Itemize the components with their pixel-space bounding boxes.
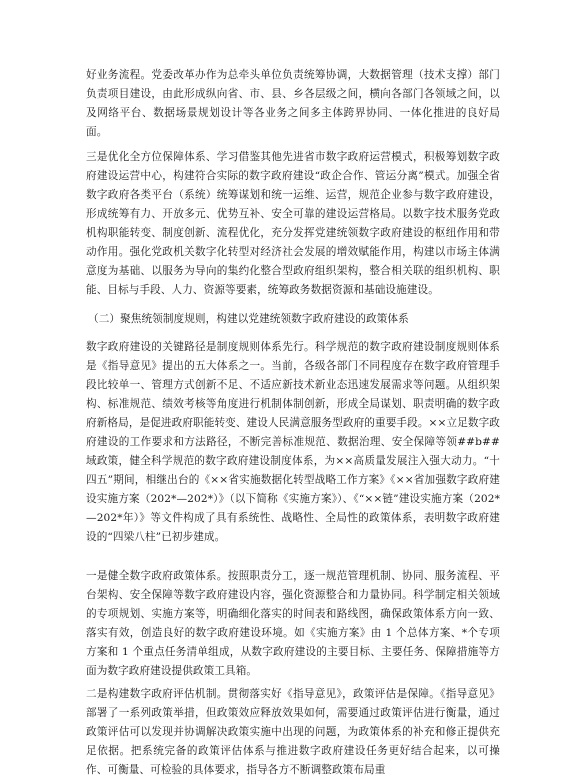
paragraph-continuation: 好业务流程。党委改革办作为总牵头单位负责统筹协调，大数据管理（技术支撑）部门负责项目建设，由此形成纵向省、市、县、乡各层级之间，横向各部门各领域之间，以及网络平台、数据场景规划设计等各业务之间多主体跨界协同、一体化推进的良好局面。 [86, 69, 500, 138]
paragraph-operations-guarantee: 三是优化全方位保障体系、学习借鉴其他先进省市数字政府运营模式，积极筹划数字政府建设运营中心，构建符合实际的数字政府建设“政企合作、管运分离”模式。加强全省数字政府各类平台（系统）统筹谋划和统一运维、运营，规范企业参与数字政府建设，形成统筹有力、开放多元、优势互补、安全可靠的建设运营格局。以数字技术服务党政机构职能转变、制度创新、流程优化，充分发挥党建统领数字政府建设的枢纽作用和带动作用。强化党政机关数字化转型对经济社会发展的增效赋能作用，构建以市场主体满意度为基础、以服务为导向的集约化整合型政府组织架构，整合相关联的组织机构、职能、目标与手段、人力、资源等要素，统筹政务数据资源和基础设施建设。 [86, 151, 500, 296]
paragraph-policy-system: 数字政府建设的关键路径是制度规则体系先行。科学规范的数字政府建设制度规则体系是《指导意见》提出的五大体系之一。当前，各级各部门不同程度存在数字政府管理手段比较单一、管理方式创新不足、不适应新技术新业态迅速发展需求等问题。从组织架构、标准规范、绩效考核等角度进行机制体制创新，形成全局谋划、职责明确的数字政府新格局，是促进政府职能转变、建设人民满意服务型政府的重要手段。××立足数字政府建设的工作要求和方法路径，不断完善标准规范、数据治理、安全保障等领##b##域政策，健全科学规范的数字政府建设制度体系，为××高质量发展注入强大动力。“十四五”期间，相继出台的《××省实施数据化转型战略工作方案》《××省加强数字政府建设实施方案（202*—202*）》（以下简称《实施方案》）、《“××链”建设实施方案（202*—202*年）》等文件构成了具有系统性、战略性、全局性的政策体系，表明数字政府建设的“四梁八柱”已初步建成。 [86, 341, 500, 543]
section-heading: （二）聚焦统领制度规则，构建以党建统领数字政府建设的政策体系 [88, 313, 409, 325]
paragraph-policy-framework: 一是健全数字政府政策体系。按照职责分工，逐一规范管理机制、协同、服务流程、平台架构、安全保障等数字政府建设内容，强化资源整合和力量协同。科学制定相关领域的专项规划、实施方案等，明确细化落实的时间表和路线图，确保政策体系方向一致、落实有效，创造良好的数字政府建设环境。如《实施方案》由 1 个总体方案、*个专项方案和 1 个重点任务清单组成，从数字政府建设的主要目标、主要任务、保障措施等方面为数字政府建设提供政策工具箱。 [86, 570, 500, 677]
paragraph-evaluation-mechanism: 二是构建数字政府评估机制。贯彻落实好《指导意见》，政策评估是保障。《指导意见》部署了一系列政策举措，但政策效应释放效果如何，需要通过政策评估进行衡量，通过政策评估可以发现并协调解决政策实施中出现的问题，为政策体系的补充和修正提供充足依据。把系统完备的政策评估体系与推进数字政府建设任务更好结合起来，以可操作、可衡量、可检验的具体要求，指导各方不断调整政策布局重 [86, 688, 500, 776]
